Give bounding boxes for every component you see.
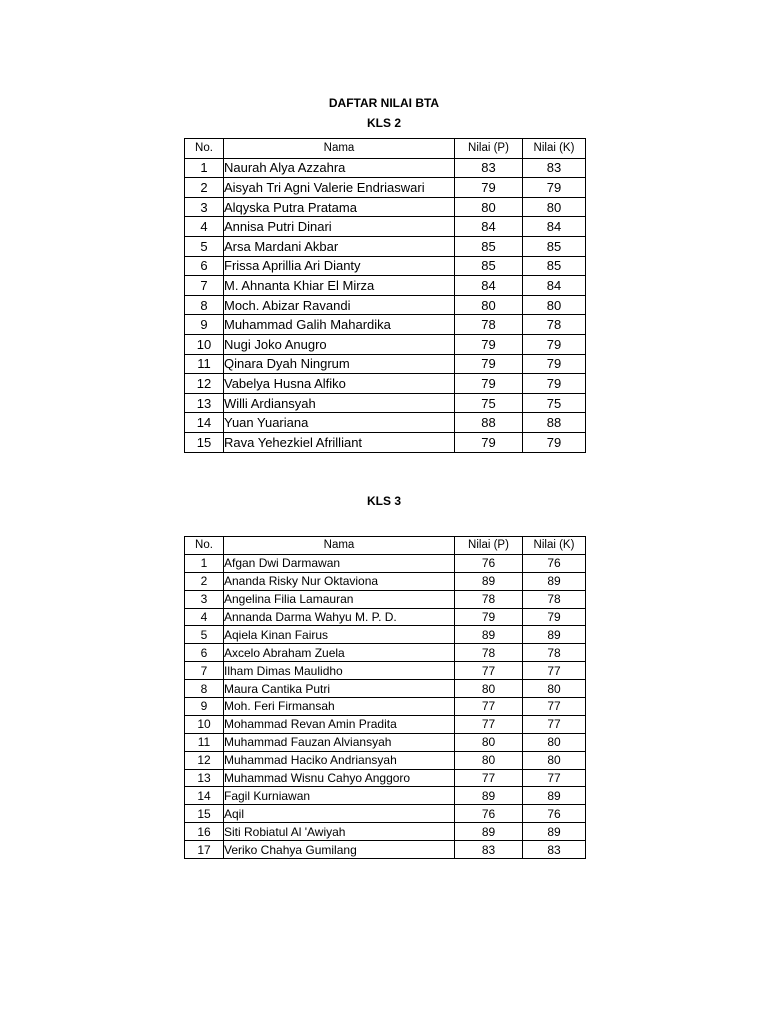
cell-nilai-p: 89 bbox=[455, 787, 523, 805]
cell-nilai-p: 85 bbox=[455, 256, 523, 276]
cell-nama: Veriko Chahya Gumilang bbox=[224, 841, 455, 859]
cell-nilai-p: 79 bbox=[455, 334, 523, 354]
cell-nilai-k: 76 bbox=[523, 554, 586, 572]
cell-nilai-p: 77 bbox=[455, 662, 523, 680]
table-row bbox=[185, 823, 586, 841]
cell-nilai-p: 78 bbox=[455, 590, 523, 608]
cell-nilai-p: 76 bbox=[455, 554, 523, 572]
cell-nilai-p: 79 bbox=[455, 374, 523, 394]
cell-nilai-k: 77 bbox=[523, 698, 586, 716]
cell-nilai-k: 84 bbox=[523, 217, 586, 237]
cell-nilai-k: 80 bbox=[523, 751, 586, 769]
table-row bbox=[185, 715, 586, 733]
cell-nilai-p: 77 bbox=[455, 715, 523, 733]
cell-nilai-p: 77 bbox=[455, 698, 523, 716]
document-title: DAFTAR NILAI BTA bbox=[328, 96, 440, 110]
cell-nama: Muhammad Wisnu Cahyo Anggoro bbox=[224, 769, 455, 787]
cell-no: 15 bbox=[185, 432, 224, 452]
cell-nilai-p: 89 bbox=[455, 823, 523, 841]
table-row bbox=[185, 236, 586, 256]
cell-no: 2 bbox=[185, 178, 224, 198]
cell-nilai-k: 79 bbox=[523, 178, 586, 198]
cell-nilai-p: 80 bbox=[455, 295, 523, 315]
cell-nama: Ilham Dimas Maulidho bbox=[224, 662, 455, 680]
table-row bbox=[185, 769, 586, 787]
cell-nilai-p: 80 bbox=[455, 680, 523, 698]
cell-nama: Aisyah Tri Agni Valerie Endriaswari bbox=[224, 178, 455, 198]
cell-nama: M. Ahnanta Khiar El Mirza bbox=[224, 276, 455, 296]
table-row bbox=[185, 590, 586, 608]
table-row bbox=[185, 554, 586, 572]
table-row bbox=[185, 158, 586, 178]
cell-no: 4 bbox=[185, 608, 224, 626]
cell-no: 1 bbox=[185, 554, 224, 572]
cell-nilai-k: 80 bbox=[523, 733, 586, 751]
cell-no: 17 bbox=[185, 841, 224, 859]
cell-no: 12 bbox=[185, 751, 224, 769]
cell-nilai-k: 79 bbox=[523, 354, 586, 374]
table-row bbox=[185, 178, 586, 198]
cell-nilai-p: 75 bbox=[455, 393, 523, 413]
cell-nama: Vabelya Husna Alfiko bbox=[224, 374, 455, 394]
cell-nilai-k: 77 bbox=[523, 715, 586, 733]
cell-no: 11 bbox=[185, 354, 224, 374]
cell-no: 2 bbox=[185, 572, 224, 590]
cell-no: 13 bbox=[185, 769, 224, 787]
table-row bbox=[185, 374, 586, 394]
cell-nilai-p: 80 bbox=[455, 751, 523, 769]
cell-nilai-k: 84 bbox=[523, 276, 586, 296]
table-row bbox=[185, 805, 586, 823]
cell-nilai-k: 77 bbox=[523, 769, 586, 787]
cell-nama: Axcelo Abraham Zuela bbox=[224, 644, 455, 662]
cell-nama: Rava Yehezkiel Afrilliant bbox=[224, 432, 455, 452]
cell-nilai-k: 89 bbox=[523, 626, 586, 644]
col-header-nilai-k: Nilai (K) bbox=[523, 139, 586, 159]
table-row bbox=[185, 217, 586, 237]
cell-nilai-k: 83 bbox=[523, 841, 586, 859]
class-3-label: KLS 3 bbox=[366, 494, 401, 508]
cell-no: 16 bbox=[185, 823, 224, 841]
cell-no: 5 bbox=[185, 236, 224, 256]
cell-no: 14 bbox=[185, 413, 224, 433]
cell-nilai-k: 88 bbox=[523, 413, 586, 433]
cell-nama: Muhammad Galih Mahardika bbox=[224, 315, 455, 335]
cell-no: 9 bbox=[185, 315, 224, 335]
table-row bbox=[185, 626, 586, 644]
table-row bbox=[185, 432, 586, 452]
cell-nama: Fagil Kurniawan bbox=[224, 787, 455, 805]
table-row bbox=[185, 197, 586, 217]
cell-no: 10 bbox=[185, 334, 224, 354]
table-row bbox=[185, 751, 586, 769]
cell-nilai-k: 89 bbox=[523, 572, 586, 590]
cell-nama: Arsa Mardani Akbar bbox=[224, 236, 455, 256]
cell-nilai-p: 79 bbox=[455, 608, 523, 626]
cell-nama: Annanda Darma Wahyu M. P. D. bbox=[224, 608, 455, 626]
cell-nama: Frissa Aprillia Ari Dianty bbox=[224, 256, 455, 276]
cell-nilai-k: 76 bbox=[523, 805, 586, 823]
cell-nama: Willi Ardiansyah bbox=[224, 393, 455, 413]
cell-nama: Muhammad Fauzan Alviansyah bbox=[224, 733, 455, 751]
cell-nama: Afgan Dwi Darmawan bbox=[224, 554, 455, 572]
cell-no: 15 bbox=[185, 805, 224, 823]
cell-nilai-p: 83 bbox=[455, 841, 523, 859]
cell-nama: Alqyska Putra Pratama bbox=[224, 197, 455, 217]
cell-no: 6 bbox=[185, 644, 224, 662]
class-2-grade-table bbox=[184, 138, 586, 453]
table-row bbox=[185, 644, 586, 662]
cell-no: 10 bbox=[185, 715, 224, 733]
cell-nilai-k: 78 bbox=[523, 590, 586, 608]
cell-nilai-k: 77 bbox=[523, 662, 586, 680]
cell-no: 3 bbox=[185, 197, 224, 217]
col-header-no: No. bbox=[185, 537, 224, 555]
cell-nama: Moch. Abizar Ravandi bbox=[224, 295, 455, 315]
cell-no: 14 bbox=[185, 787, 224, 805]
cell-nama: Yuan Yuariana bbox=[224, 413, 455, 433]
table-row bbox=[185, 680, 586, 698]
table-row bbox=[185, 841, 586, 859]
table-header-row bbox=[185, 537, 586, 555]
cell-nilai-k: 89 bbox=[523, 823, 586, 841]
cell-nilai-k: 79 bbox=[523, 334, 586, 354]
table-row bbox=[185, 315, 586, 335]
cell-nilai-p: 79 bbox=[455, 178, 523, 198]
cell-nama: Nugi Joko Anugro bbox=[224, 334, 455, 354]
cell-nilai-p: 79 bbox=[455, 432, 523, 452]
cell-nama: Annisa Putri Dinari bbox=[224, 217, 455, 237]
cell-nilai-k: 79 bbox=[523, 432, 586, 452]
col-header-nama: Nama bbox=[224, 537, 455, 555]
cell-no: 1 bbox=[185, 158, 224, 178]
cell-no: 7 bbox=[185, 662, 224, 680]
cell-nama: Aqil bbox=[224, 805, 455, 823]
cell-nilai-p: 80 bbox=[455, 733, 523, 751]
cell-nilai-p: 85 bbox=[455, 236, 523, 256]
cell-nilai-k: 80 bbox=[523, 295, 586, 315]
cell-nilai-p: 89 bbox=[455, 626, 523, 644]
cell-nama: Muhammad Haciko Andriansyah bbox=[224, 751, 455, 769]
table-row bbox=[185, 733, 586, 751]
cell-nilai-p: 77 bbox=[455, 769, 523, 787]
cell-nilai-k: 80 bbox=[523, 680, 586, 698]
col-header-nilai-p: Nilai (P) bbox=[455, 537, 523, 555]
cell-no: 3 bbox=[185, 590, 224, 608]
cell-nilai-k: 80 bbox=[523, 197, 586, 217]
table-header-row bbox=[185, 139, 586, 159]
cell-nilai-k: 78 bbox=[523, 644, 586, 662]
table-row bbox=[185, 698, 586, 716]
cell-nilai-p: 84 bbox=[455, 217, 523, 237]
cell-nilai-p: 79 bbox=[455, 354, 523, 374]
cell-no: 8 bbox=[185, 680, 224, 698]
cell-nama: Angelina Filia Lamauran bbox=[224, 590, 455, 608]
cell-nama: Moh. Feri Firmansah bbox=[224, 698, 455, 716]
table-row bbox=[185, 256, 586, 276]
cell-nilai-p: 78 bbox=[455, 315, 523, 335]
cell-nama: Qinara Dyah Ningrum bbox=[224, 354, 455, 374]
cell-nama: Aqiela Kinan Fairus bbox=[224, 626, 455, 644]
table-row bbox=[185, 413, 586, 433]
cell-no: 12 bbox=[185, 374, 224, 394]
class-2-label: KLS 2 bbox=[366, 116, 401, 130]
table-row bbox=[185, 608, 586, 626]
cell-nilai-k: 79 bbox=[523, 374, 586, 394]
table-row bbox=[185, 393, 586, 413]
table-row bbox=[185, 354, 586, 374]
cell-nilai-k: 75 bbox=[523, 393, 586, 413]
cell-nilai-p: 89 bbox=[455, 572, 523, 590]
col-header-no: No. bbox=[185, 139, 224, 159]
table-row bbox=[185, 572, 586, 590]
class-3-grade-table bbox=[184, 536, 586, 859]
cell-no: 6 bbox=[185, 256, 224, 276]
table-row bbox=[185, 295, 586, 315]
cell-nilai-p: 80 bbox=[455, 197, 523, 217]
col-header-nilai-k: Nilai (K) bbox=[523, 537, 586, 555]
cell-nama: Naurah Alya Azzahra bbox=[224, 158, 455, 178]
cell-nama: Maura Cantika Putri bbox=[224, 680, 455, 698]
cell-nilai-k: 78 bbox=[523, 315, 586, 335]
cell-nama: Siti Robiatul Al 'Awiyah bbox=[224, 823, 455, 841]
cell-nilai-p: 76 bbox=[455, 805, 523, 823]
cell-nilai-k: 83 bbox=[523, 158, 586, 178]
cell-no: 5 bbox=[185, 626, 224, 644]
cell-no: 13 bbox=[185, 393, 224, 413]
cell-nilai-k: 89 bbox=[523, 787, 586, 805]
cell-nilai-p: 83 bbox=[455, 158, 523, 178]
table-row bbox=[185, 276, 586, 296]
cell-nilai-k: 85 bbox=[523, 236, 586, 256]
cell-nilai-k: 85 bbox=[523, 256, 586, 276]
table-row bbox=[185, 787, 586, 805]
cell-nilai-p: 84 bbox=[455, 276, 523, 296]
cell-nilai-p: 78 bbox=[455, 644, 523, 662]
cell-nama: Ananda Risky Nur Oktaviona bbox=[224, 572, 455, 590]
table-row bbox=[185, 662, 586, 680]
cell-nilai-k: 79 bbox=[523, 608, 586, 626]
table-row bbox=[185, 334, 586, 354]
cell-no: 11 bbox=[185, 733, 224, 751]
cell-nama: Mohammad Revan Amin Pradita bbox=[224, 715, 455, 733]
col-header-nilai-p: Nilai (P) bbox=[455, 139, 523, 159]
col-header-nama: Nama bbox=[224, 139, 455, 159]
cell-no: 4 bbox=[185, 217, 224, 237]
cell-no: 7 bbox=[185, 276, 224, 296]
cell-no: 8 bbox=[185, 295, 224, 315]
cell-no: 9 bbox=[185, 698, 224, 716]
cell-nilai-p: 88 bbox=[455, 413, 523, 433]
